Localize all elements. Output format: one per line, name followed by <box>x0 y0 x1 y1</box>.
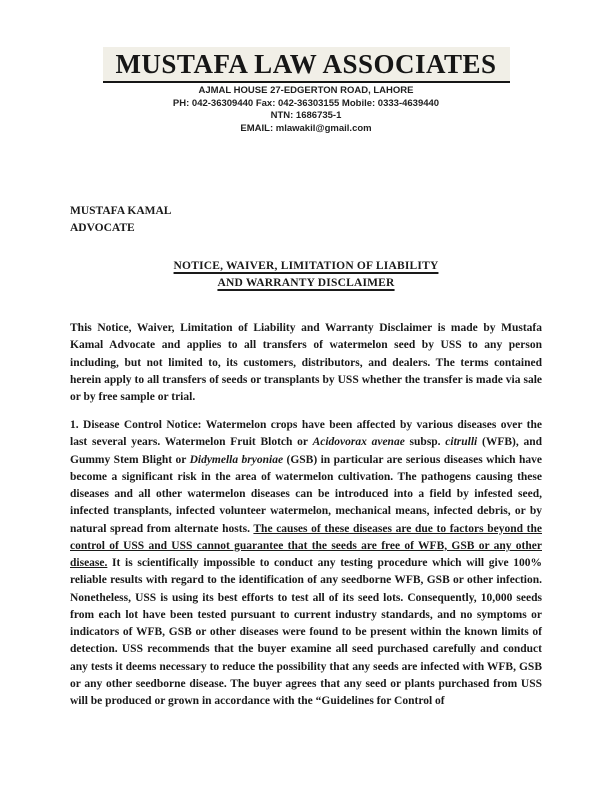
letterhead-contact-block <box>0 85 612 136</box>
ntn-line: NTN: 1686735-1 <box>270 110 342 122</box>
author-designation: ADVOCATE <box>70 222 135 234</box>
address-line: AJMAL HOUSE 27-EDGERTON ROAD, LAHORE <box>198 85 414 96</box>
firm-name-banner <box>103 47 510 83</box>
document-title <box>0 258 612 292</box>
author-block <box>70 203 171 237</box>
email-line: EMAIL: mlawakil@gmail.com <box>240 123 372 135</box>
document-title-line2: AND WARRANTY DISCLAIMER <box>217 277 395 289</box>
intro-paragraph: This Notice, Waiver, Limitation of Liability and Warranty Disclaimer is made by Mustafa Kamal Advocate and applies to all transfers of watermelon seed by USS to any person including, but not limited to, its customers, distributors, and dealers. The terms contained herein apply to all transfers of seeds or transplants by USS whether the transfer is made via sale or by free sample or trial. <box>70 322 542 403</box>
author-name: MUSTAFA KAMAL <box>70 205 172 217</box>
letterhead <box>0 47 612 136</box>
phone-fax-mobile-line: PH: 042-36309440 Fax: 042-36303155 Mobile: 0333-4639440 <box>172 97 440 109</box>
document-title-line1: NOTICE, WAIVER, LIMITATION OF LIABILITY <box>173 260 439 272</box>
firm-name: MUSTAFA LAW ASSOCIATES <box>115 49 497 79</box>
disease-control-notice-paragraph: 1. Disease Control Notice: Watermelon crops have been affected by various diseases over the last several years. Watermelon Fruit Blotch or Acidovorax avenae subsp. citrulli (WFB), and Gummy Stem Blight or Didymella bryoniae (GSB) in particular are serious diseases which have become a significant risk in the area of watermelon cultivation. The pathogens causing these diseases and all other watermelon diseases can be introduced into a field by infested seed, infected transplants, infected volunteer watermelon, mechanical means, infected debris, or by natural spread from alternate hosts. The causes of these diseases are due to factors beyond the control of USS and USS cannot guarantee that the seeds are free of WFB, GSB or any other disease. It is scientifically impossible to conduct any testing procedure which will give 100% reliable results with regard to the identification of any seedborne WFB, GSB or other infection. Nonetheless, USS is using its best efforts to test all of its seed lots. Consequently, 10,000 seeds from each lot have been tested pursuant to current industry standards, and no symptoms or indicators of WFB, GSB or other diseases were found to be present within the known limits of detection. USS recommends that the buyer examine all seed purchased carefully and conduct any tests it deems necessary to reduce the possibility that any seeds are infected with WFB, GSB or any other seedborne disease. The buyer agrees that any seed or plants purchased from USS will be produced or grown in accordance with the “Guidelines for Control of <box>70 419 542 707</box>
